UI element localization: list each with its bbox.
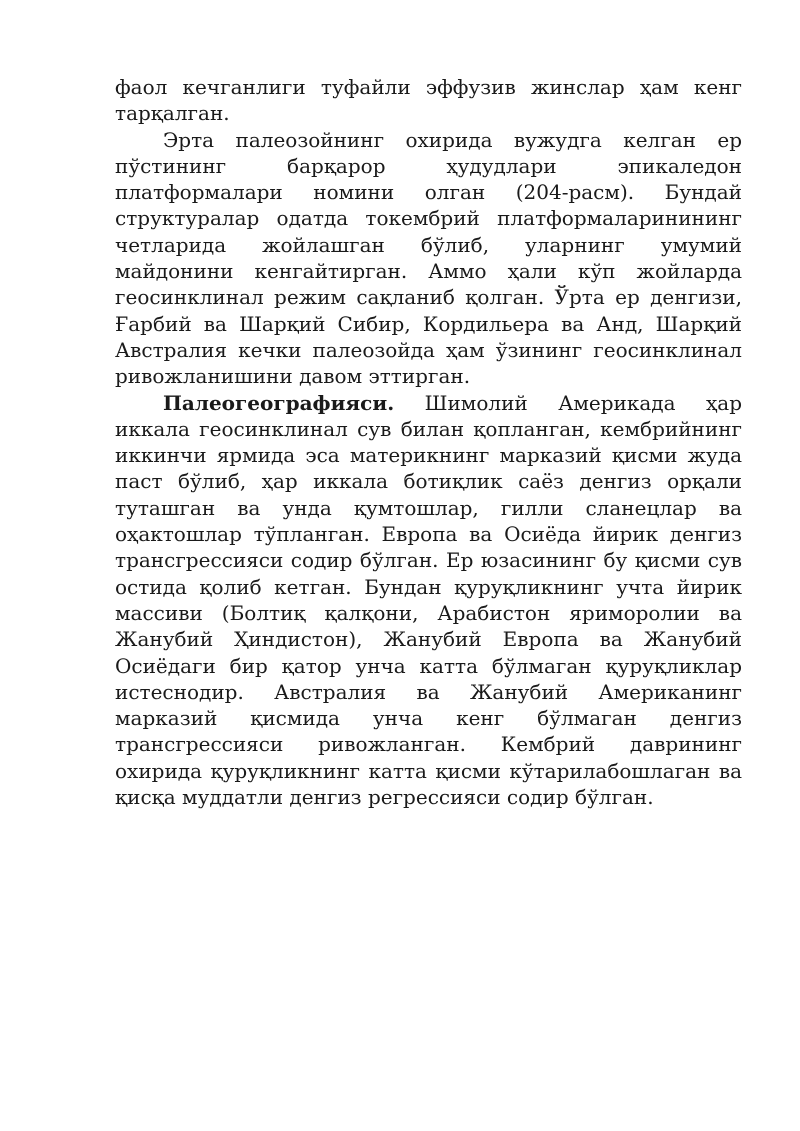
section-heading: Палеогеографияси. xyxy=(163,390,395,415)
paragraph-text: Шимолий Америкада ҳар иккала геосинклинал сув билан қопланган, кембрийнинг иккинчи ярмида эса материкнинг марказий қисми жуда паст бўлиб, ҳар иккала ботиқлик саёз денгиз орқали туташган ва унда қумтошлар, гилли сланецлар ва оҳактошлар тўпланган. Европа ва Осиёда йирик денгиз трансгрессияси содир бўлган. Ер юзасининг бу қисми сув остида қолиб кетган. Бундан қуруқликнинг учта йирик массиви (Болтиқ қалқони, Арабистон яриморолии ва Жанубий Ҳиндистон), Жанубий Европа ва Жанубий Осиёдаги бир қатор унча катта бўлмаган қуруқликлар истеснодир. Австралия ва Жанубий Американинг марказий қисмида унча кенг бўлмаган денгиз трансгрессияси ривожланган. Кембрий даврининг охирида қуруқликнинг катта қисми кўтарилабошлаган ва қисқа муддатли денгиз регрессияси содир бўлган. xyxy=(115,390,742,810)
paragraph-text: Эрта палеозойнинг охирида вужудга келган ер пўстининг барқарор ҳудудлари эпикаледон платформалари номини олган (204-расм). Бундай структуралар одатда токембрий платформаларинининг четларида жойлашган бўлиб, уларнинг умумий майдонини кенгайтирган. Аммо ҳали кўп жойларда геосинклинал режим сақланиб қолган. Ўрта ер денгизи, Ғарбий ва Шарқий Сибир, Кордильера ва Анд, Шарқий Австралия кечки палеозойда ҳам ўзининг геосинклинал ривожланишини давом эттирган. xyxy=(115,127,742,389)
paragraph-paleogeography xyxy=(115,390,742,811)
paragraph-continuation xyxy=(115,74,742,127)
paragraph-platforms xyxy=(115,127,742,390)
document-page xyxy=(115,74,742,810)
paragraph-text: фаол кечганлиги туфайли эффузив жинслар ҳам кенг тарқалган. xyxy=(115,75,742,126)
